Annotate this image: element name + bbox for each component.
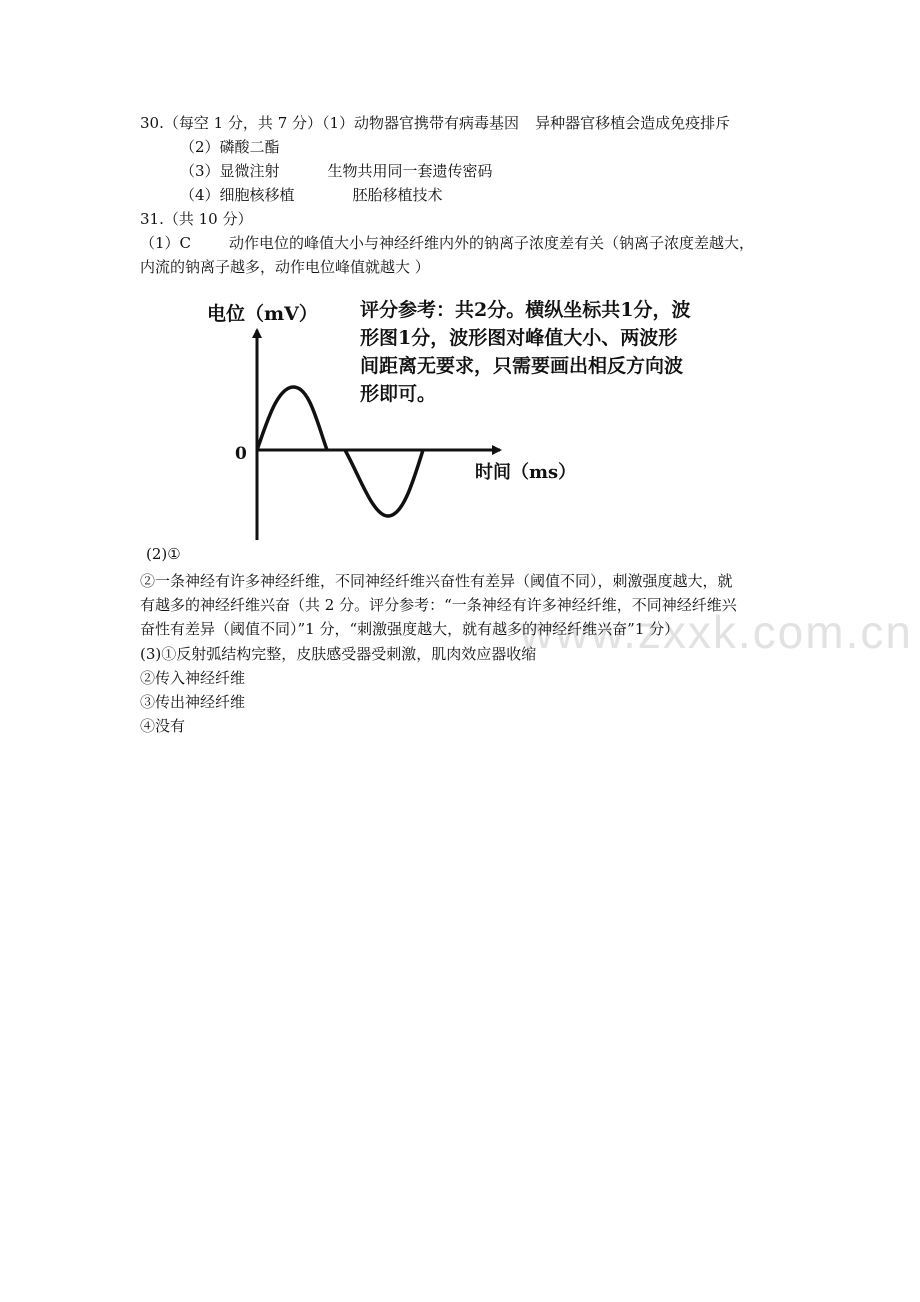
grading-note-line-2: 形图1分，波形图对峰值大小、两波形 bbox=[360, 327, 678, 349]
q30-line4-b: 胚胎移植技术 bbox=[352, 186, 443, 204]
q30-line3-a: （3）显微注射 bbox=[180, 162, 280, 180]
y-axis-label: 电位（mV） bbox=[207, 303, 318, 325]
q31-p2-line2: 有越多的神经纤维兴奋（共 2 分。评分参考：“一条神经有许多神经纤维，不同神经纤维兴 bbox=[140, 596, 737, 614]
q30-line1-a: 30.（每空 1 分，共 7 分）（1）动物器官携带有病毒基因 bbox=[140, 114, 520, 132]
q30-line1-b: 异种器官移植会造成免疫排斥 bbox=[535, 114, 731, 132]
grading-note-line-3: 间距离无要求，只需要画出相反方向波 bbox=[360, 355, 684, 377]
q30-line3-b: 生物共用同一套遗传密码 bbox=[327, 162, 493, 180]
q31-p1-line2: 内流的钠离子越多，动作电位峰值就越大 ） bbox=[140, 258, 430, 276]
q31-p2-line3: 奋性有差异（阈值不同）”1 分，“刺激强度越大，就有越多的神经纤维兴奋”1 分） bbox=[140, 620, 680, 638]
watermark: www.zxxk.com.cn bbox=[520, 606, 913, 658]
q31-p1-b: 动作电位的峰值大小与神经纤维内外的钠离子浓度差有关（钠离子浓度差越大， bbox=[229, 234, 755, 252]
action-potential-figure bbox=[195, 292, 691, 542]
q31-p1-a: （1）C bbox=[140, 234, 192, 252]
q30-line4 bbox=[180, 184, 443, 206]
q31-p3-item2: ②传入神经纤维 bbox=[140, 669, 246, 687]
q31-p3-item1: (3)①反射弧结构完整，皮肤感受器受刺激，肌肉效应器收缩 bbox=[140, 645, 537, 663]
grading-note-line-4: 形即可。 bbox=[360, 383, 437, 405]
q31-heading: 31.（共 10 分） bbox=[140, 210, 253, 228]
q31-p2-line1: ②一条神经有许多神经纤维，不同神经纤维兴奋性有差异（阈值不同），刺激强度越大，就 bbox=[140, 572, 733, 590]
q30-line1 bbox=[140, 112, 730, 134]
grading-note-line-1: 评分参考：共2分。横纵坐标共1分，波 bbox=[360, 299, 691, 321]
q31-p3-item3: ③传出神经纤维 bbox=[140, 693, 246, 711]
origin-label: 0 bbox=[235, 444, 247, 464]
q31-p3-item4: ④没有 bbox=[140, 717, 186, 735]
x-axis-label: 时间（ms） bbox=[475, 462, 577, 483]
negative-wave bbox=[345, 450, 423, 516]
q30-line4-a: （4）细胞核移植 bbox=[180, 186, 295, 204]
positive-wave bbox=[257, 387, 327, 450]
q30-line2: （2）磷酸二酯 bbox=[180, 138, 280, 156]
q31-p1-line1 bbox=[140, 232, 754, 254]
q31-p2-label: (2)① bbox=[146, 545, 181, 563]
q30-line3 bbox=[180, 160, 493, 182]
